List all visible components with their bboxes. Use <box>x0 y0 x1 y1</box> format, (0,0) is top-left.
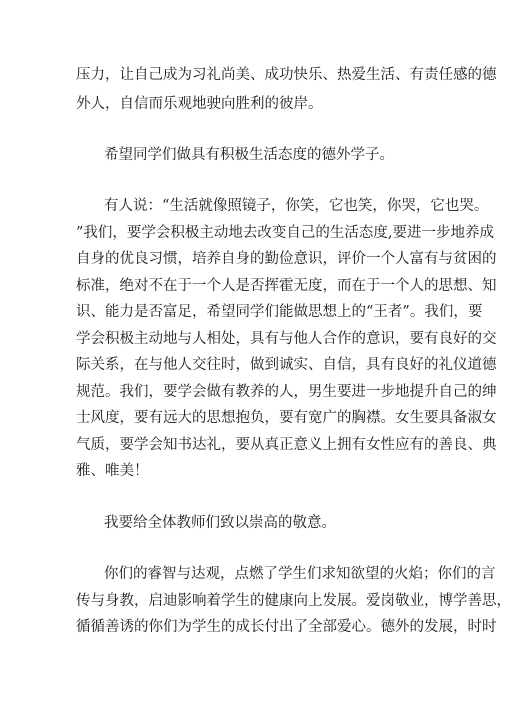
paragraph-3-line-1: 有人说：“生活就像照镜子，你笑，它也笑，你哭，它也哭。 <box>104 198 489 214</box>
paragraph-5-line-3: 循循善诱的你们为学生的成长付出了全部爱心。德外的发展，时时 <box>76 619 497 635</box>
paragraph-5-line-1: 你们的睿智与达观，点燃了学生们求知欲望的火焰；你们的言 <box>104 566 496 582</box>
paragraph-1-line-1: 压力，让自己成为习礼尚美、成功快乐、热爱生活、有责任感的德 <box>76 67 497 83</box>
paragraph-3-line-5: 识、能力是否富足，希望同学们能做思想上的“王者”。我们，要 <box>76 304 483 320</box>
paragraph-4-line-1: 我要给全体教师们致以崇高的敬意。 <box>104 515 336 531</box>
paragraph-3-line-2: ”我们，要学会积极主动地去改变自己的生活态度,要进一步地养成 <box>76 225 495 241</box>
paragraph-3-line-6: 学会积极主动地与人相处，具有与他人合作的意识，要有良好的交 <box>76 331 497 347</box>
paragraph-3-line-10: 气质，要学会知书达礼，要从真正意义上拥有女性应有的善良、典 <box>76 437 497 453</box>
paragraph-3-line-7: 际关系，在与他人交往时，做到诚实、自信，具有良好的礼仪道德 <box>76 357 497 373</box>
paragraph-2-line-1: 希望同学们做具有积极生活态度的德外学子。 <box>104 147 394 163</box>
paragraph-1-line-2: 外人，自信而乐观地驶向胜利的彼岸。 <box>76 96 323 112</box>
paragraph-3-line-8: 规范。我们，要学会做有教养的人，男生要进一步地提升自己的绅 <box>76 384 497 400</box>
paragraph-3-line-9: 士风度，要有远大的思想抱负，要有宽广的胸襟。女生要具备淑女 <box>76 410 497 426</box>
paragraph-3-line-11: 雅、唯美！ <box>76 463 149 479</box>
paragraph-3-line-3: 自身的优良习惯，培养自身的勤俭意识，评价一个人富有与贫困的 <box>76 251 497 267</box>
paragraph-3-line-4: 标准，绝对不在于一个人是否挥霍无度，而在于一个人的思想、知 <box>76 278 497 294</box>
paragraph-5-line-2: 传与身教，启迪影响着学生的健康向上发展。爱岗敬业，博学善思， <box>76 593 511 609</box>
